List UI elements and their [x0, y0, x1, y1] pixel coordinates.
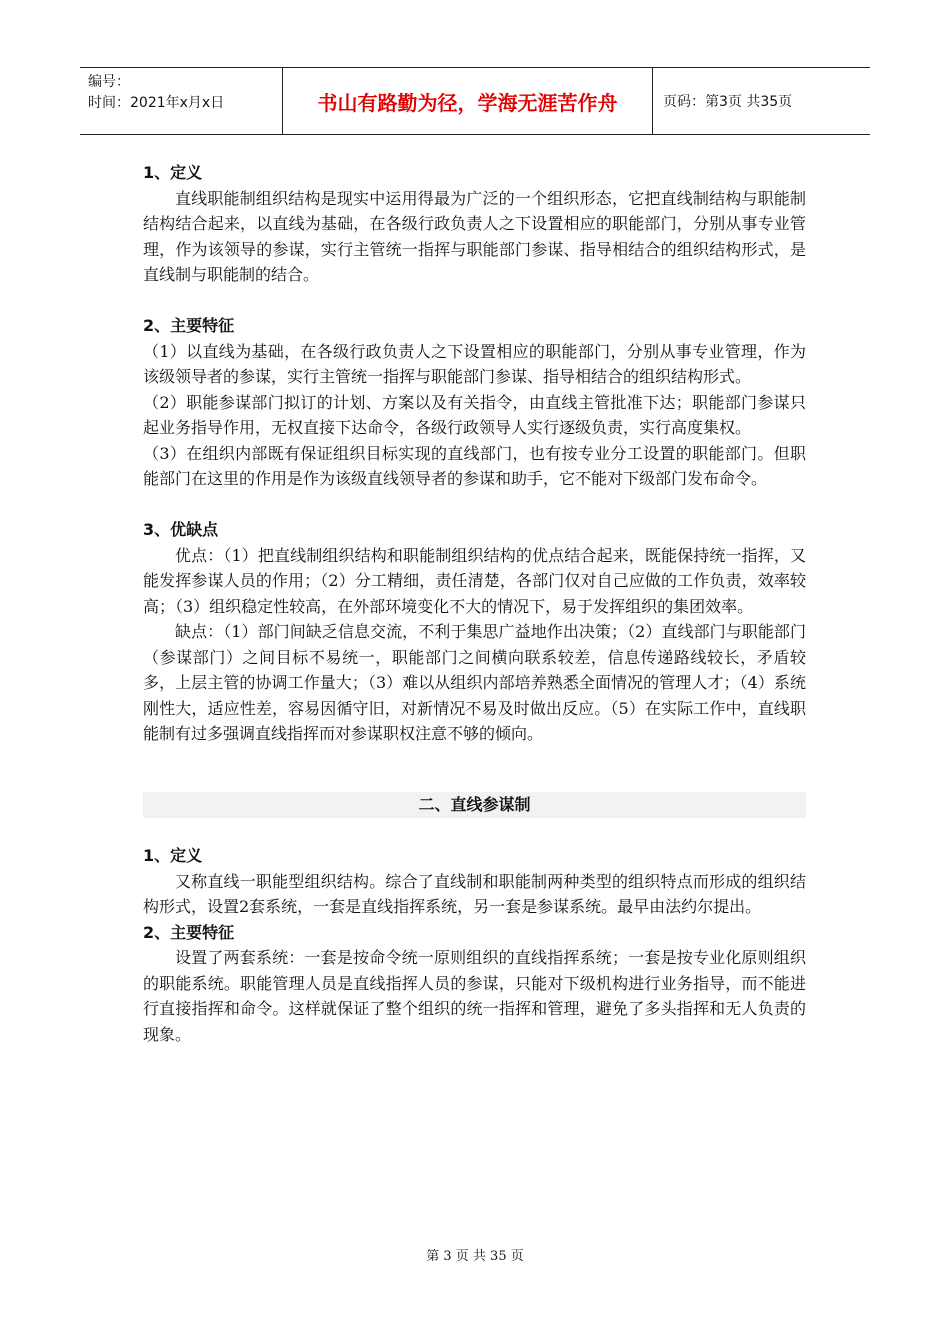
page-header — [80, 67, 870, 135]
features-paragraph: 设置了两套系统：一套是按命令统一原则组织的直线指挥系统；一套是按专业化原则组织的职能系统。职能管理人员是直线指挥人员的参谋，只能对下级机构进行业务指导，而不能进行直接指挥和命令。这样就保证了整个组织的统一指挥和管理，避免了多头指挥和无人负责的现象。 — [143, 948, 806, 1044]
number-label: 编号： — [88, 74, 130, 90]
header-motto: 书山有路勤为径，学海无涯苦作舟 — [283, 68, 653, 134]
definition-heading: 1、定义 — [143, 846, 203, 865]
feature-item: （2）职能参谋部门拟订的计划、方案以及有关指令，由直线主管批准下达；职能部门参谋只起业务指导作用，无权直接下达命令，各级行政领导人实行逐级负责，实行高度集权。 — [143, 392, 806, 437]
cons-paragraph: 缺点：（1）部门间缺乏信息交流，不利于集思广益地作出决策；（2）直线部门与职能部门（参谋部门）之间目标不易统一，职能部门之间横向联系较差，信息传递路线较长，矛盾较多，上层主管的协调工作量大；（3）难以从组织内部培养熟悉全面情况的管理人才；（4）系统刚性大，适应性差，容易因循守旧，对新情况不易及时做出反应。（5）在实际工作中，直线职能制有过多强调直线指挥而对参谋职权注意不够的倾向。 — [143, 622, 806, 743]
section-title: 二、直线参谋制 — [143, 792, 806, 818]
feature-item: （3）在组织内部既有保证组织目标实现的直线部门，也有按专业分工设置的职能部门。但职能部门在这里的作用是作为该级直线领导者的参谋和助手，它不能对下级部门发布命令。 — [143, 443, 806, 488]
features-heading: 2、主要特征 — [143, 316, 235, 335]
pros-cons-heading: 3、优缺点 — [143, 520, 219, 539]
document-body — [143, 160, 806, 1047]
header-meta — [80, 68, 283, 134]
pros-paragraph: 优点：（1）把直线制组织结构和职能制组织结构的优点结合起来，既能保持统一指挥，又能发挥参谋人员的作用；（2）分工精细，责任清楚，各部门仅对自己应做的工作负责，效率较高；（3）组织稳定性较高，在外部环境变化不大的情况下，易于发挥组织的集团效率。 — [143, 545, 806, 616]
header-page-info: 页码：第3页 共35页 — [663, 94, 793, 110]
definition-paragraph: 又称直线一职能型组织结构。综合了直线制和职能制两种类型的组织特点而形成的组织结构形式，设置2套系统，一套是直线指挥系统，另一套是参谋系统。最早由法约尔提出。 — [143, 871, 806, 916]
features-heading: 2、主要特征 — [143, 922, 235, 942]
feature-item: （1）以直线为基础，在各级行政负责人之下设置相应的职能部门，分别从事专业管理，作为该级领导者的参谋，实行主管统一指挥与职能部门参谋、指导相结合的组织结构形式。 — [143, 341, 806, 386]
page-footer: 第 3 页 共 35 页 — [426, 1249, 524, 1264]
definition-paragraph: 直线职能制组织结构是现实中运用得最为广泛的一个组织形态，它把直线制结构与职能制结构结合起来，以直线为基础，在各级行政负责人之下设置相应的职能部门，分别从事专业管理，作为该领导的参谋，实行主管统一指挥与职能部门参谋、指导相结合的组织结构形式，是直线制与职能制的结合。 — [143, 188, 806, 284]
time-label: 时间：2021年x月x日 — [88, 95, 225, 111]
definition-heading: 1、定义 — [143, 163, 203, 182]
